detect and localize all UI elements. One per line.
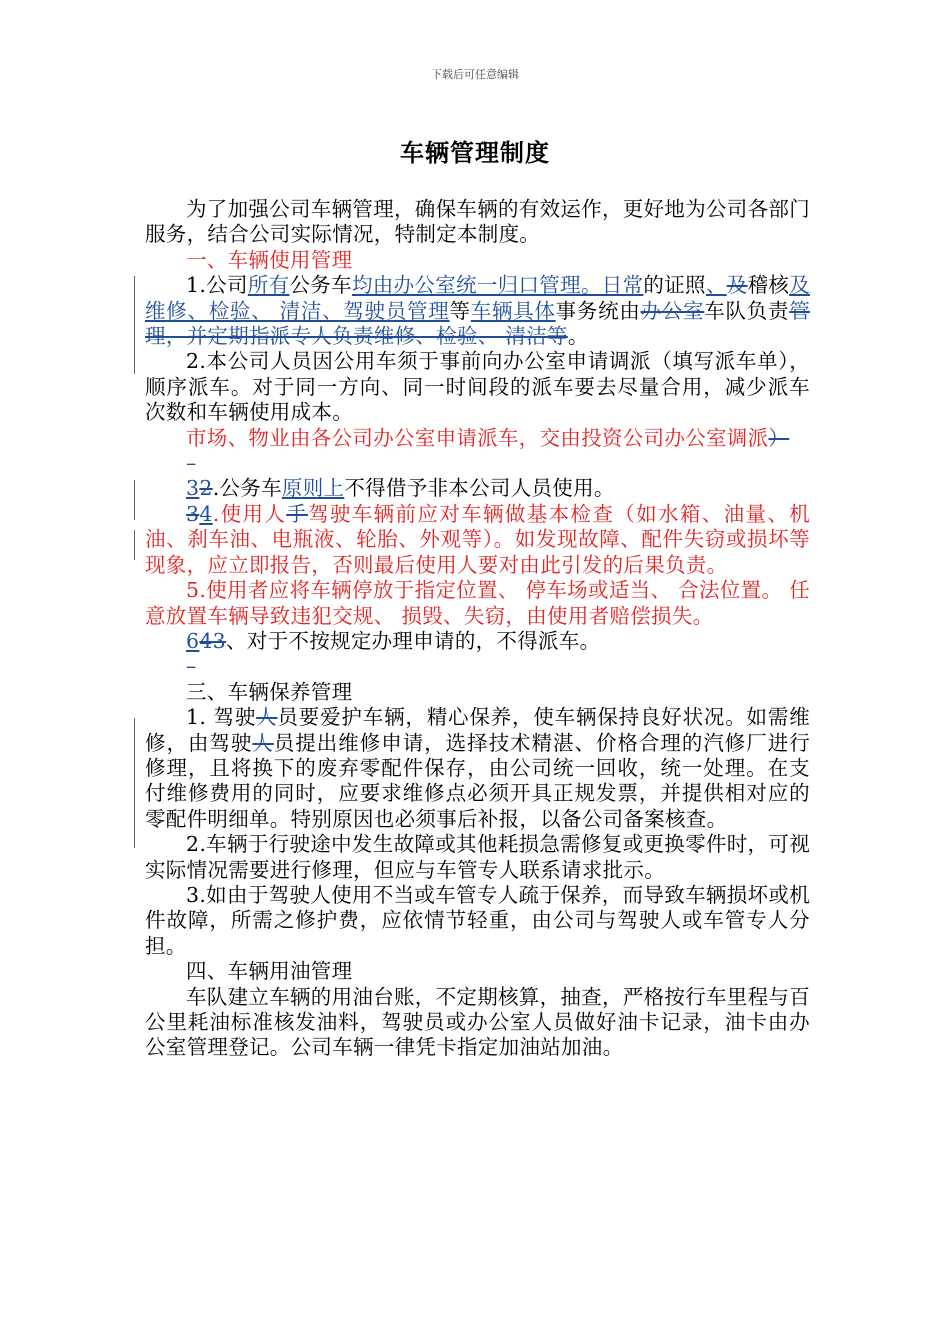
s3-item-3-paragraph: 3.如由于驾驶人使用不当或车管专人疏于保养，而导致车辆损坏或机件故障，所需之修护费，应依情节轻重，由公司与驾驶人或车管专人分担。 bbox=[145, 882, 810, 958]
revision-dash: – bbox=[186, 654, 197, 679]
s4-paragraph: 车队建立车辆的用油台账，不定期核算，抽查，严格按行车里程与百公里耗油标准核发油料，驾驶员或办公室人员做好油卡记录，油卡由办公室管理登记。公司车辆一律凭卡指定加油站加油。 bbox=[145, 984, 810, 1060]
inserted-text: 6 bbox=[186, 628, 200, 653]
deleted-text: 手 bbox=[286, 501, 309, 526]
page-header: 下载后可任意编辑 bbox=[431, 68, 519, 81]
inserted-text: 原则上 bbox=[281, 476, 345, 501]
document-title: 车辆管理制度 bbox=[400, 138, 550, 167]
deleted-text: 2 bbox=[199, 476, 213, 501]
item-4-paragraph: 34.使用人手驾驶车辆前应对车辆做基本检查（如水箱、油量、机油、刹车油、电瓶液、轮胎、外观等）。如发现故障、配件失窃或损坏等现象，应立即报告，否则最后使用人要对由此引发的后果负责。 bbox=[145, 501, 810, 577]
inserted-text: 均由办公室统一归口管理。日常 bbox=[351, 273, 644, 298]
change-bar bbox=[134, 530, 135, 560]
item-2-paragraph: 2.本公司人员因公用车须于事前向办公室申请调派（填写派车单），顺序派车。对于同一方向、同一时间段的派车要去尽量合用，减少派车次数和车辆使用成本。 bbox=[145, 349, 810, 425]
item-2-note: 市场、物业由各公司办公室申请派车，交由投资公司办公室调派） bbox=[186, 425, 790, 450]
revision-dash: – bbox=[186, 451, 197, 476]
item-3-paragraph: 32.公务车原则上不得借予非本公司人员使用。 bbox=[186, 476, 615, 501]
change-bar bbox=[134, 480, 135, 520]
deleted-text: 3 bbox=[186, 501, 200, 526]
section-3-heading: 三、车辆保养管理 bbox=[186, 679, 353, 704]
deleted-text: 办公室 bbox=[640, 298, 705, 323]
intro-paragraph: 为了加强公司车辆管理，确保车辆的有效运作，更好地为公司各部门服务，结合公司实际情况，特制定本制度。 bbox=[145, 197, 810, 247]
section-1-heading: 一、车辆使用管理 bbox=[186, 247, 353, 272]
inserted-text: 4 bbox=[199, 501, 213, 526]
inserted-text: 车辆具体 bbox=[470, 298, 556, 323]
deleted-text: ） bbox=[768, 425, 790, 450]
section-4-heading: 四、车辆用油管理 bbox=[186, 959, 353, 984]
deleted-text: 人 bbox=[252, 730, 274, 755]
inserted-text: 及维修、检验、 清洁、驾驶员管理 bbox=[145, 273, 810, 323]
item-6-paragraph: 643、对于不按规定办理申请的，不得派车。 bbox=[186, 628, 601, 653]
deleted-text: 人 bbox=[256, 705, 278, 730]
deleted-text: 管理，并定期指派专人负责维修、检验、 清洁等 bbox=[145, 298, 810, 349]
change-bar bbox=[134, 276, 135, 374]
document-body bbox=[145, 197, 810, 1061]
inserted-text: 、 bbox=[705, 273, 727, 298]
item-5-paragraph: 5.使用者应将车辆停放于指定位置、 停车场或适当、 合法位置。 任意放置车辆导致违犯交规、 损毁、失窃，由使用者赔偿损失。 bbox=[145, 578, 810, 628]
s3-item-1-paragraph: 1. 驾驶人员要爱护车辆，精心保养，使车辆保持良好状况。如需维修，由驾驶人员提出维修申请，选择技术精湛、价格合理的汽修厂进行修理，且将换下的废弃零配件保存，由公司统一回收，统一处理。在支付维修费用的同时，应要求维修点必须开具正规发票，并提供相对应的零配件明细单。特别原因也必须事后补报，以备公司备案核查。 bbox=[145, 705, 811, 831]
deleted-text: 及 bbox=[726, 273, 748, 298]
s3-item-2-paragraph: 2.车辆于行驶途中发生故障或其他耗损急需修复或更换零件时，可视实际情况需要进行修理，但应与车管专人联系请求批示。 bbox=[145, 832, 810, 882]
inserted-text: 所有 bbox=[247, 273, 290, 298]
inserted-text: 3 bbox=[186, 476, 200, 501]
change-bar bbox=[134, 718, 135, 848]
deleted-text: 43 bbox=[199, 628, 227, 653]
item-1-paragraph: 1.公司所有公务车均由办公室统一归口管理。日常的证照、及稽核及维修、检验、 清洁、驾驶员管理等车辆具体事务统由办公室车队负责管理，并定期指派专人负责维修、检验、 清洁等。 bbox=[145, 273, 810, 349]
